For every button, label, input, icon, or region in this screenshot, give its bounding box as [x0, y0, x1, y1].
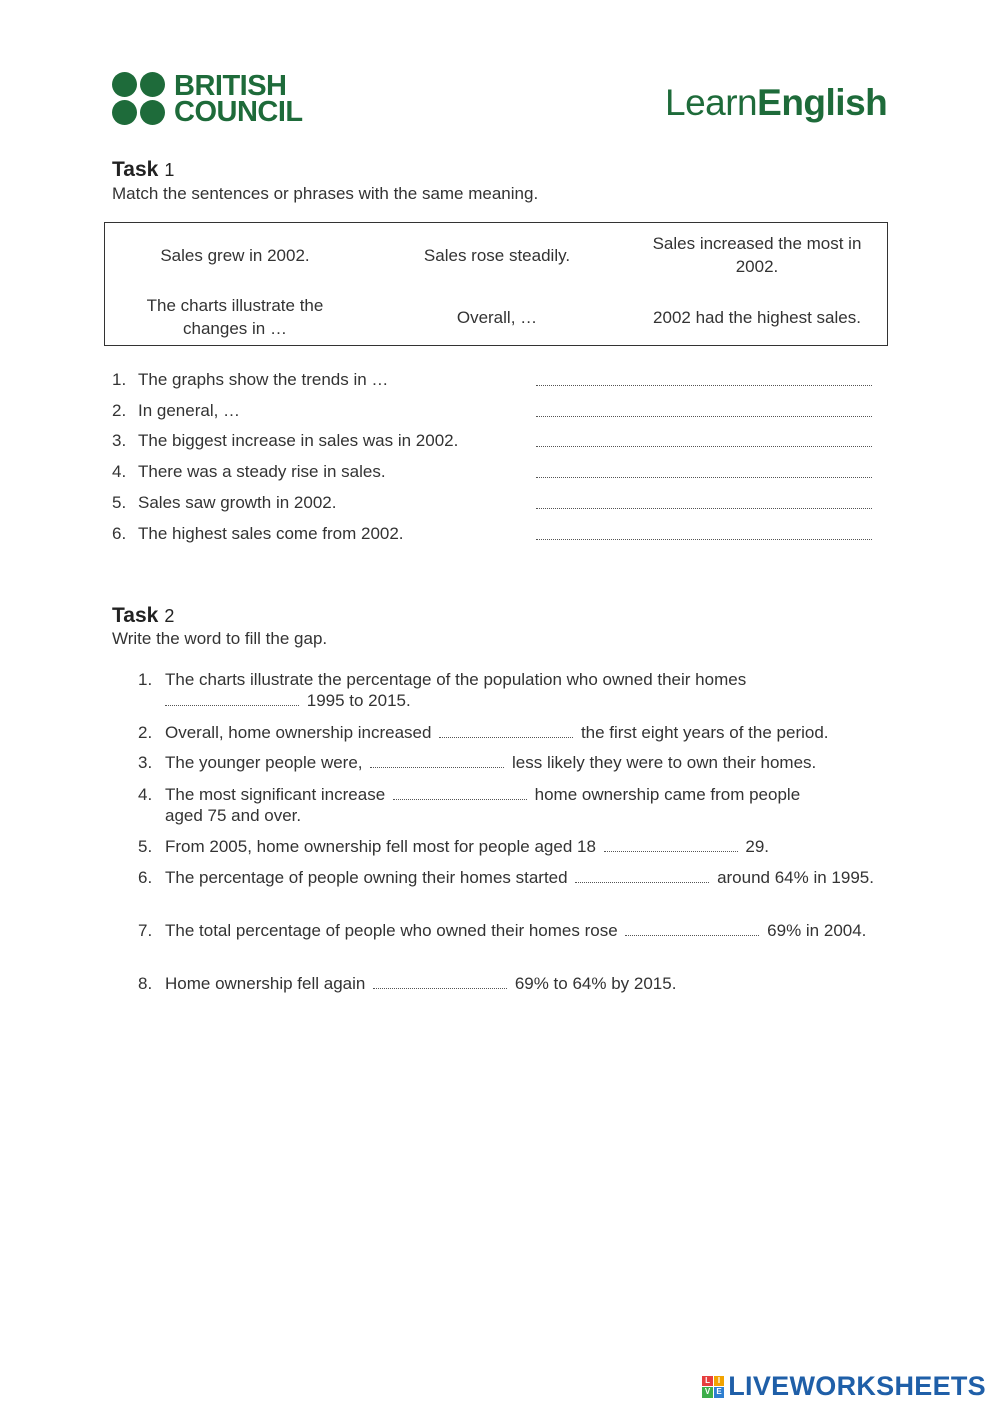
liveworksheets-brand: LIVEWORKSHEETS — [728, 1371, 986, 1401]
item-text: There was a steady rise in sales. — [138, 462, 386, 481]
task2-heading-label: Task — [112, 604, 159, 627]
liveworksheets-icon — [702, 1376, 724, 1398]
item-number: 5. — [112, 493, 127, 512]
item-number: 1. — [138, 670, 153, 689]
item-text-before: From 2005, home ownership fell most for people aged 18 — [165, 837, 596, 856]
task2-item — [138, 867, 878, 888]
task1-item — [112, 431, 458, 451]
item-number: 2. — [138, 723, 153, 742]
item-text-before: The charts illustrate the percentage of the population who owned their homes — [165, 670, 747, 689]
gap-blank[interactable] — [373, 976, 507, 989]
item-text: In general, … — [138, 401, 241, 420]
learnenglish-logo-light: Learn — [665, 82, 758, 123]
liveworksheets-logo — [702, 1371, 986, 1402]
task1-item — [112, 524, 404, 544]
british-council-dots-icon — [112, 72, 166, 126]
item-text-before: The most significant increase — [165, 785, 386, 804]
phrase-cell: Overall, … — [456, 307, 538, 327]
task2-item — [138, 973, 878, 994]
gap-blank[interactable] — [165, 693, 299, 706]
item-number: 3. — [138, 753, 153, 772]
item-number: 6. — [112, 524, 127, 543]
item-text-after: the first eight years of the period. — [580, 723, 829, 742]
bc-logo-line1: BRITISH — [174, 70, 287, 102]
phrase-cell: Sales grew in 2002. — [160, 245, 310, 265]
gap-blank[interactable] — [604, 839, 738, 852]
phrase-cell: 2002 had the highest sales. — [653, 307, 861, 327]
gap-blank[interactable] — [370, 755, 504, 768]
gap-blank[interactable] — [625, 923, 759, 936]
item-text-after: 29. — [745, 837, 770, 856]
task1-heading — [112, 158, 174, 182]
item-number: 5. — [138, 837, 153, 856]
answer-blank[interactable] — [536, 416, 872, 417]
answer-blank[interactable] — [536, 477, 872, 478]
item-text-after: less likely they were to own their homes. — [512, 753, 817, 772]
item-text-before: Home ownership fell again — [165, 974, 366, 993]
task2-item — [138, 722, 878, 743]
task2-item — [138, 920, 878, 941]
item-text: The highest sales come from 2002. — [138, 524, 404, 543]
task2-item — [138, 836, 878, 857]
learnenglish-logo-bold: English — [757, 82, 888, 123]
task1-heading-number: 1 — [164, 160, 175, 180]
item-text-before: Overall, home ownership increased — [165, 723, 432, 742]
gap-blank[interactable] — [439, 725, 573, 738]
learnenglish-logo — [665, 82, 887, 124]
task2-instruction: Write the word to fill the gap. — [112, 629, 328, 648]
gap-blank[interactable] — [575, 870, 709, 883]
item-number: 7. — [138, 921, 153, 940]
icon-letter: L — [702, 1376, 713, 1387]
item-text-after: 1995 to 2015. — [306, 691, 411, 710]
task1-instruction: Match the sentences or phrases with the same meaning. — [112, 184, 539, 203]
item-number: 4. — [138, 785, 153, 804]
item-number: 8. — [138, 974, 153, 993]
item-text-after: around 64% in 1995. — [717, 868, 874, 887]
task1-item — [112, 462, 386, 482]
task1-item — [112, 370, 388, 390]
item-number: 3. — [112, 431, 127, 450]
answer-blank[interactable] — [536, 446, 872, 447]
task1-heading-label: Task — [112, 158, 159, 181]
icon-letter: E — [714, 1387, 725, 1398]
british-council-logo — [112, 72, 303, 126]
task2-item — [138, 669, 878, 711]
task2-item — [138, 784, 838, 826]
task1-item — [112, 401, 240, 421]
item-text: Sales saw growth in 2002. — [138, 493, 337, 512]
item-number: 1. — [112, 370, 127, 389]
task1-item — [112, 493, 336, 513]
answer-blank[interactable] — [536, 539, 872, 540]
task2-heading-number: 2 — [164, 606, 175, 626]
phrase-cell: Sales increased the most in 2002. — [652, 234, 862, 276]
phrase-cell: The charts illustrate the changes in … — [146, 296, 324, 338]
item-number: 6. — [138, 868, 153, 887]
item-text-before: The younger people were, — [165, 753, 363, 772]
phrase-box — [104, 222, 888, 346]
icon-letter: I — [714, 1376, 725, 1387]
item-text-after: home ownership came from people aged 75 and over. — [165, 785, 801, 825]
item-text-after: 69% to 64% by 2015. — [514, 974, 677, 993]
bc-logo-line2: COUNCIL — [174, 96, 303, 128]
task2-item — [138, 752, 878, 773]
item-text: The biggest increase in sales was in 2002. — [138, 431, 459, 450]
item-number: 2. — [112, 401, 127, 420]
gap-blank[interactable] — [393, 787, 527, 800]
phrase-cell: Sales rose steadily. — [423, 245, 571, 265]
task2-heading — [112, 604, 174, 628]
item-text: The graphs show the trends in … — [138, 370, 389, 389]
icon-letter: V — [702, 1387, 713, 1398]
item-number: 4. — [112, 462, 127, 481]
item-text-before: The percentage of people owning their homes started — [165, 868, 568, 887]
item-text-before: The total percentage of people who owned their homes rose — [165, 921, 618, 940]
answer-blank[interactable] — [536, 508, 872, 509]
answer-blank[interactable] — [536, 385, 872, 386]
item-text-after: 69% in 2004. — [767, 921, 867, 940]
